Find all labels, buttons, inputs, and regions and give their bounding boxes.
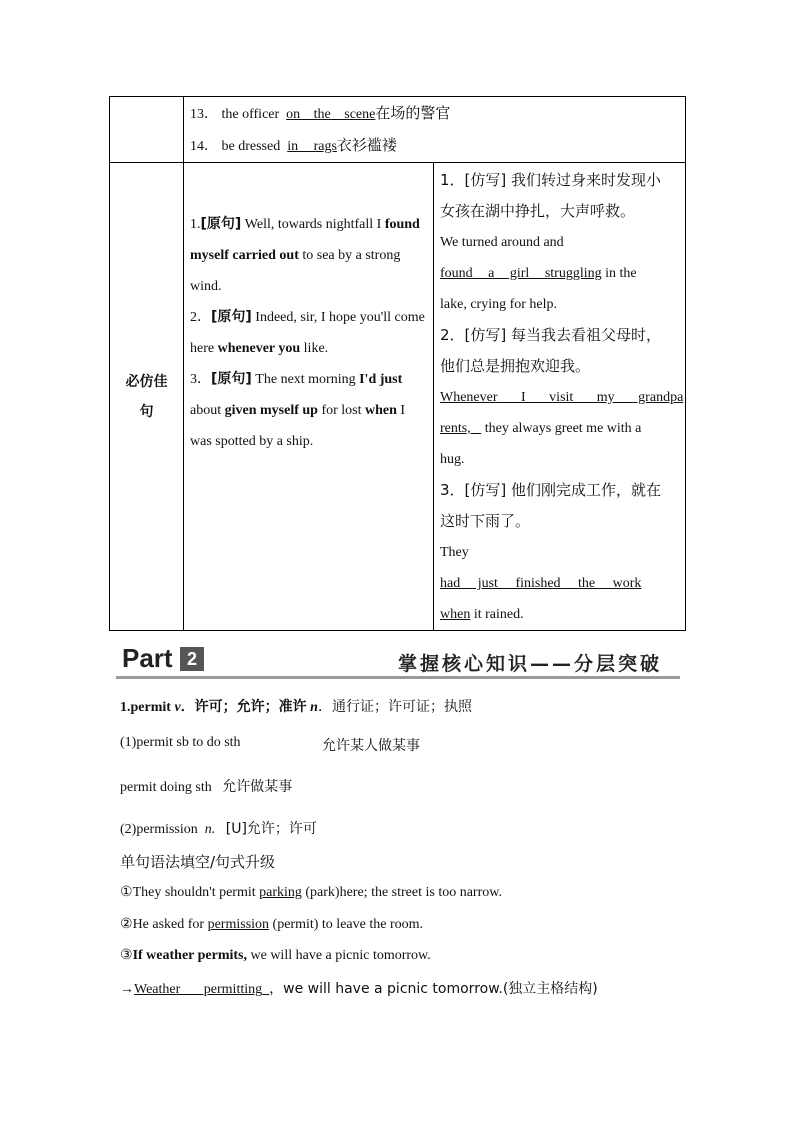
imitation-2-prompt: 2．[仿写] 每当我去看祖父母时， xyxy=(440,326,662,344)
answer-blank: Weather permitting xyxy=(134,982,263,997)
imitation-1-prompt: 女孩在湖中挣扎，大声呼救。 xyxy=(440,202,636,220)
table-row xyxy=(110,163,686,631)
imitation-3-prompt: 3．[仿写] 他们刚完成工作，就在 xyxy=(440,481,662,499)
answer-blank: on the scene xyxy=(286,107,376,122)
imitation-1-prompt: 1．[仿写] 我们转过身来时发现小 xyxy=(440,171,662,189)
imitation-3-answer xyxy=(440,568,681,599)
exercise-3-answer: →Weather permitting ，we will have a picnic tomorrow.(独立主格结构) xyxy=(120,981,598,997)
section-label-cell xyxy=(110,163,184,631)
imitation-1-answer: We turned around and xyxy=(440,235,564,250)
usage-line-3: (2)permission n. [U]允许；许可 xyxy=(120,821,317,837)
exercise-3: ③If weather permits, we will have a picnic tomorrow. xyxy=(120,948,431,963)
answer-blank: in rags xyxy=(287,139,337,154)
part-number-badge: 2 xyxy=(180,647,204,671)
imitation-sentences-cell xyxy=(434,163,686,631)
table-row xyxy=(110,97,686,163)
imitation-1-answer: lake, crying for help. xyxy=(440,297,558,312)
imitation-1-answer: found a girl struggling in the xyxy=(440,266,637,281)
phrase-table xyxy=(109,96,686,631)
imitation-3-answer: They xyxy=(440,545,469,560)
usage-line-1: (1)permit sb to do sth 允许某人做某事 xyxy=(120,735,420,754)
section-label: 句 xyxy=(139,403,154,420)
phrase-14: 14． be dressed in rags衣衫褴褛 xyxy=(190,136,397,154)
imitation-2-answer xyxy=(440,382,684,413)
divider xyxy=(116,676,680,679)
answer-blank: Whenever I visit my grandpa xyxy=(440,390,684,405)
section-label: 必仿佳 xyxy=(125,373,168,390)
usage-line-2: permit doing sth 允许做某事 xyxy=(120,779,293,795)
answer-blank: parking xyxy=(259,885,302,900)
entry-heading: 1.permit v．许可；允许；准许 n．通行证；许可证；执照 xyxy=(120,699,472,715)
answer-blank: had just finished the work xyxy=(440,576,642,591)
original-sentence-3: 3．[原句] The next morning I'd just about given myself up for lost when I was spotted by a ship. xyxy=(190,371,406,449)
answer-blank: rents, xyxy=(440,421,471,436)
imitation-2-prompt: 他们总是拥抱欢迎我。 xyxy=(440,357,591,375)
imitation-3-prompt: 这时下雨了。 xyxy=(440,512,531,530)
exercise-1: ①They shouldn't permit parking (park)here; the street is too narrow. xyxy=(120,885,502,900)
exercise-title: 单句语法填空/句式升级 xyxy=(120,853,276,871)
part-word: Part xyxy=(122,643,173,673)
imitation-2-answer: hug. xyxy=(440,452,465,467)
original-sentences-cell xyxy=(184,163,434,631)
phrase-cell xyxy=(184,97,686,163)
part-header xyxy=(116,641,680,681)
imitation-2-answer: rents, they always greet me with a xyxy=(440,421,642,436)
empty-label-cell xyxy=(110,97,184,163)
exercise-2: ②He asked for permission (permit) to leave the room. xyxy=(120,917,423,932)
imitation-3-answer: when it rained. xyxy=(440,607,524,622)
original-sentence-1: 1.[原句] Well, towards nightfall I found myself carried out to sea by a strong wind. xyxy=(190,216,420,294)
answer-blank: when xyxy=(440,607,471,622)
answer-blank: found a girl struggling xyxy=(440,266,602,281)
answer-blank: permission xyxy=(207,917,270,932)
phrase-13: 13． the officer on the scene在场的警官 xyxy=(190,104,451,122)
part-title: 掌握核心知识——分层突破 xyxy=(397,653,662,675)
original-sentence-2: 2．[原句] Indeed, sir, I hope you'll come here whenever you like. xyxy=(190,309,425,356)
